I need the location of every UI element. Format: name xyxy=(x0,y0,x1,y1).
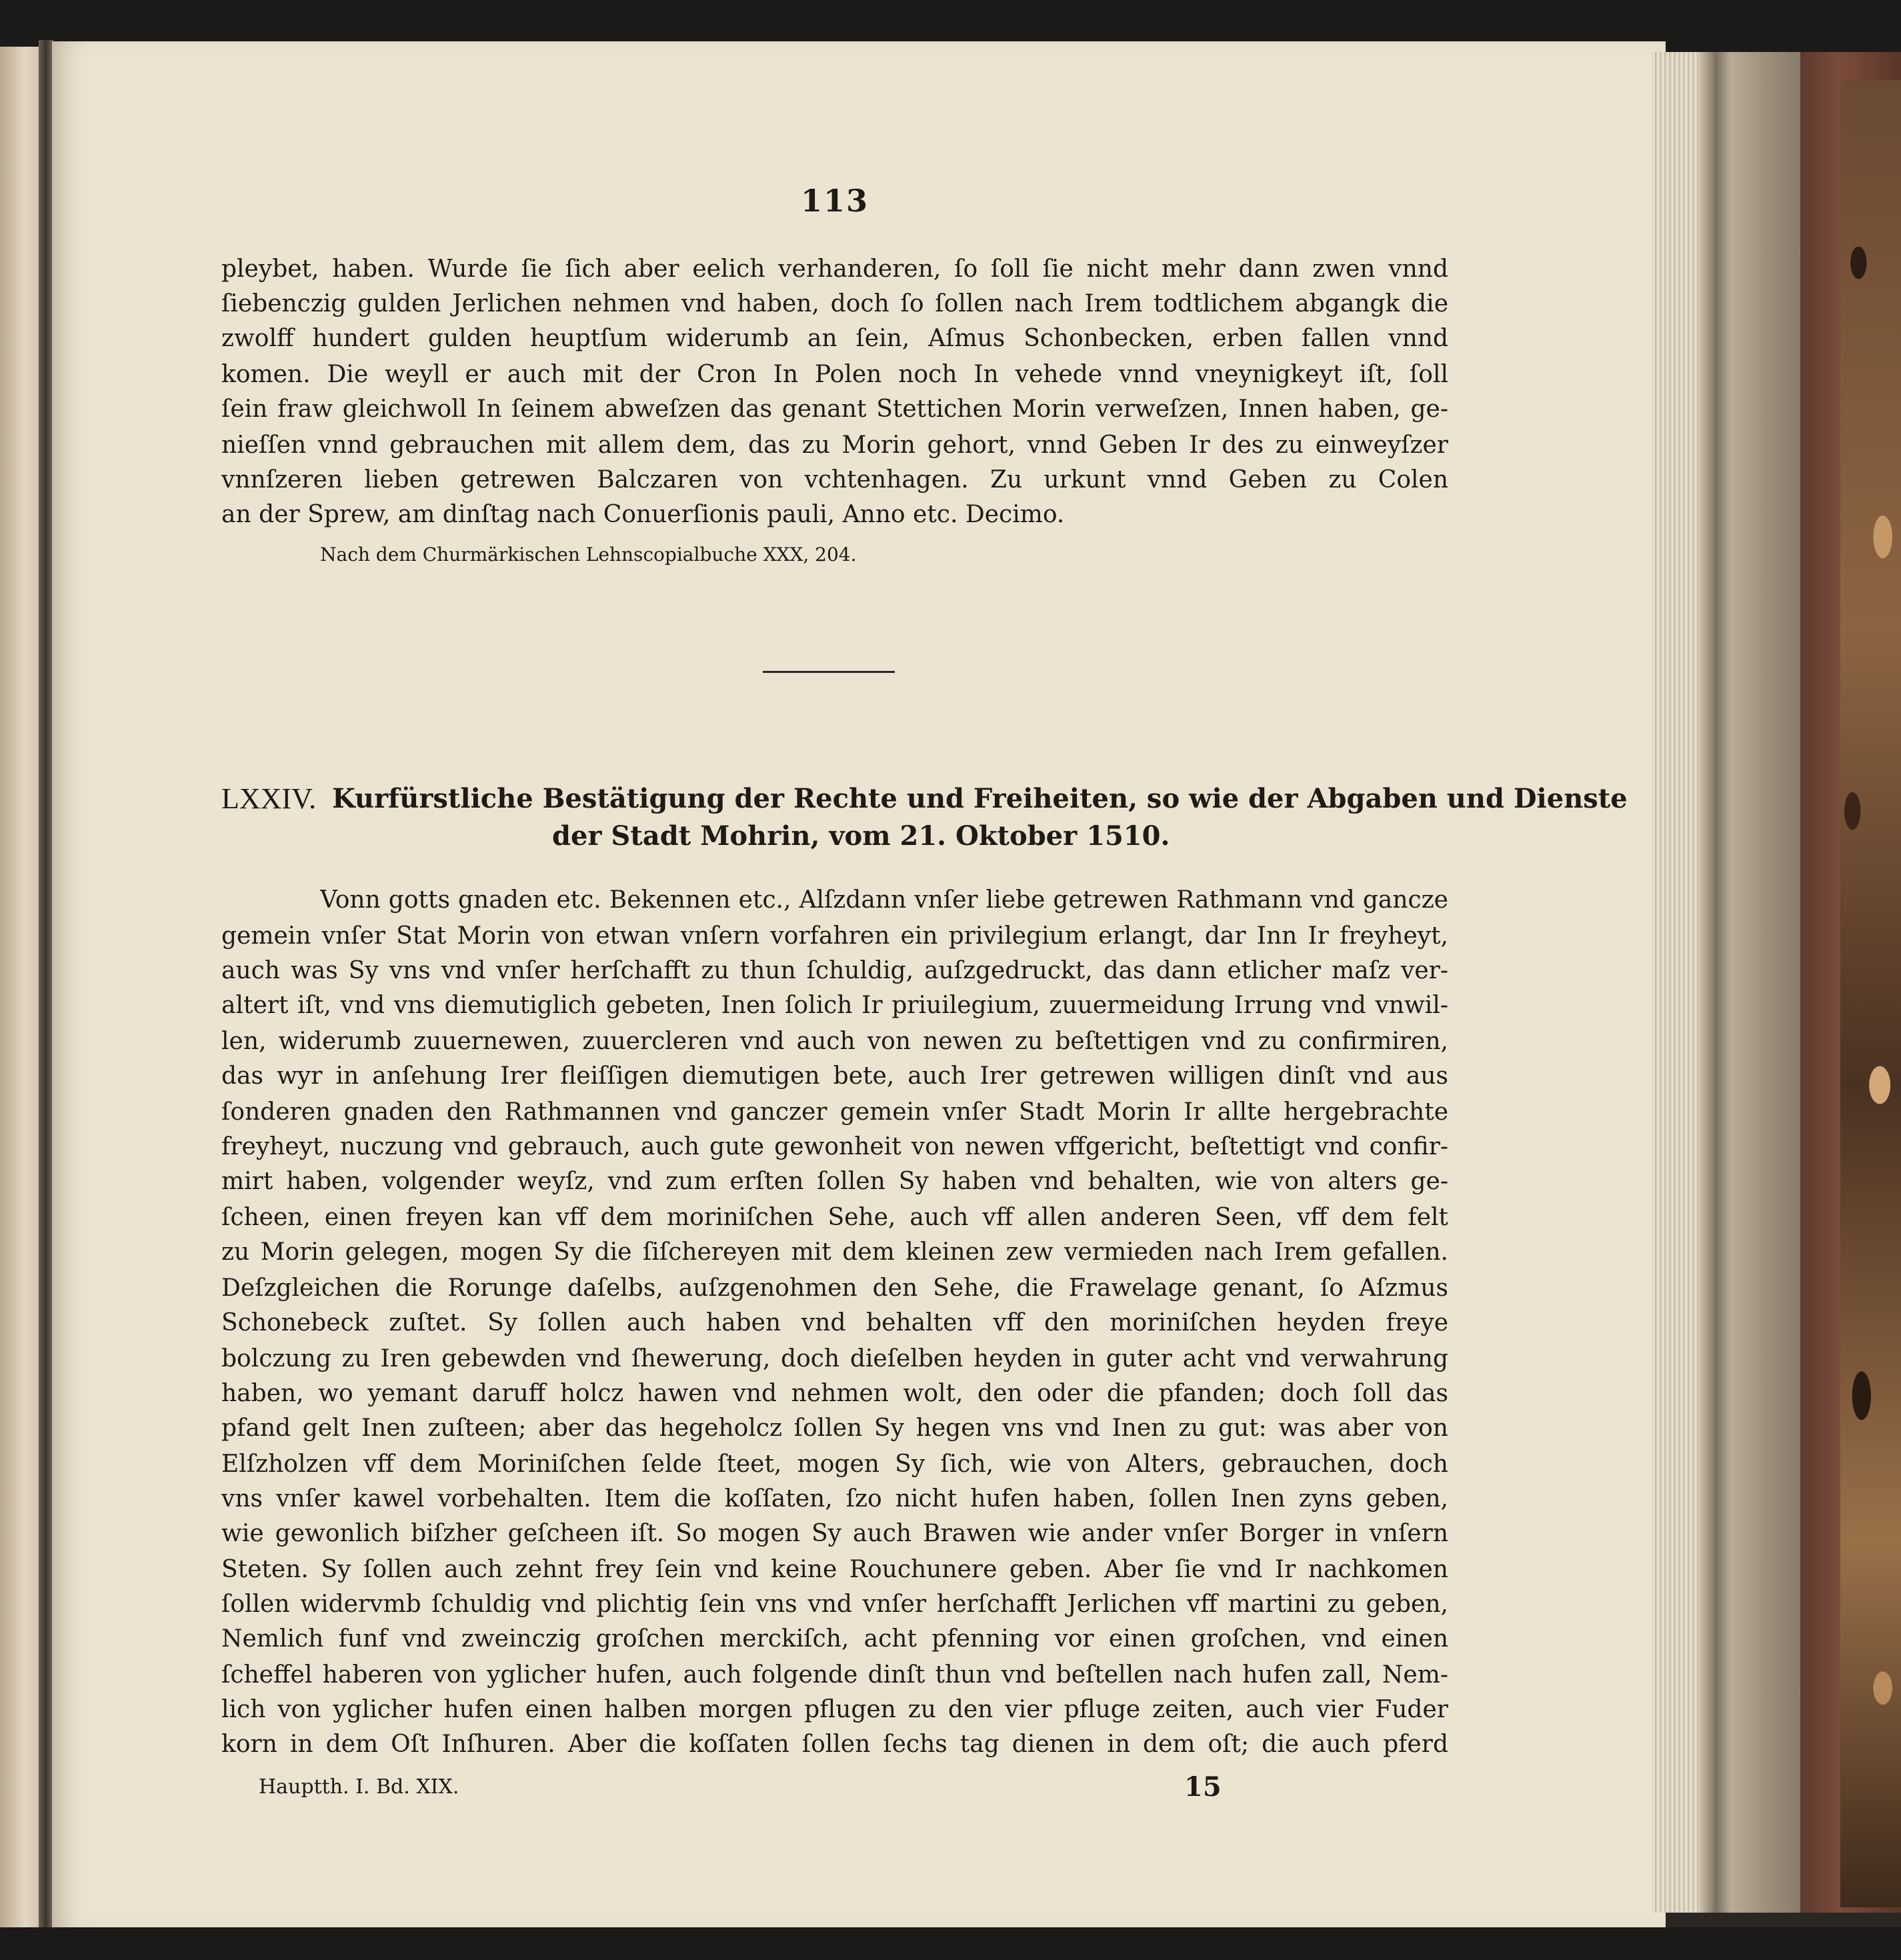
text-line: zu Morin gelegen, mogen Sy die ſiſchereyen mit dem kleinen zew vermieden nach Irem gefallen. xyxy=(221,1238,1448,1266)
text-line: bolczung zu Iren gebewden vnd ſhewerung, doch dieſelben heyden in guter acht vnd verwahrung xyxy=(221,1345,1448,1372)
book-gutter xyxy=(39,40,53,1947)
text-line: lich von yglicher hufen einen halben morgen pflugen zu den vier pfluge zeiten, auch vier Fuder xyxy=(221,1696,1448,1723)
marbled-cover xyxy=(1840,80,1901,1907)
text-line: Schonebeck zuſtet. Sy ſollen auch haben vnd behalten vff den moriniſchen heyden freye xyxy=(221,1309,1448,1336)
text-line: an der Sprew, am dinſtag nach Conuerſionis pauli, Anno etc. Decimo. xyxy=(221,501,1065,528)
text-line: Nemlich funf vnd zweinczig groſchen merckiſch, acht pfenning vor einen groſchen, vnd einen xyxy=(221,1625,1448,1653)
document-number: LXXIV. xyxy=(221,782,317,815)
text-line: Vonn gotts gnaden etc. Bekennen etc., Alſzdann vnſer liebe getrewen Rathmann vnd gancze xyxy=(320,886,1448,914)
text-line: freyheyt, nuczung vnd gebrauch, auch gute gewonheit von newen vffgericht, beſtettigt vnd confir- xyxy=(221,1133,1448,1160)
text-line: ſiebenczig gulden Jerlichen nehmen vnd haben, doch ſo ſollen nach Irem todtlichem abgangk die xyxy=(221,290,1448,317)
page-number: 113 xyxy=(800,183,869,219)
page-block-shadow xyxy=(1699,52,1806,1913)
footer-signature: Hauptth. I. Bd. XIX. xyxy=(259,1775,459,1799)
text-line: mirt haben, volgender weyſz, vnd zum erſten ſollen Sy haben vnd behalten, wie von alters ge- xyxy=(221,1168,1448,1195)
document-title-line-1: Kurfürstliche Bestätigung der Rechte und Freiheiten, so wie der Abgaben und Dienste xyxy=(332,783,1628,814)
text-line: altert iſt, vnd vns diemutiglich gebeten, Inen ſolich Ir priuilegium, zuuermeidung Irrung vnd vnwil- xyxy=(221,992,1448,1019)
document-title-line-2: der Stadt Mohrin, vom 21. Oktober 1510. xyxy=(552,820,1170,852)
text-line: ſcheffel haberen von yglicher hufen, auch folgende dinſt thun vnd beſtellen nach hufen zall, Nem- xyxy=(221,1661,1448,1689)
footer-sheet-number: 15 xyxy=(1184,1771,1222,1803)
text-line: komen. Die weyll er auch mit der Cron In Polen noch In vehede vnnd vneynigkeyt iſt, ſoll xyxy=(221,361,1448,388)
text-line: gemein vnſer Stat Morin von etwan vnſern vorfahren ein privilegium erlangt, dar Inn Ir freyheyt, xyxy=(221,922,1448,950)
text-line: vnnſzeren lieben getrewen Balczaren von vchtenhagen. Zu urkunt vnnd Geben zu Colen xyxy=(221,466,1448,494)
text-line: pleybet, haben. Wurde ſie ſich aber eelich verhanderen, ſo ſoll ſie nicht mehr dann zwen vnnd xyxy=(221,255,1448,283)
text-line: Deſzgleichen die Rorunge daſelbs, auſzgenohmen den Sehe, die Frawelage genant, ſo Aſzmus xyxy=(221,1274,1448,1302)
page-block-edges xyxy=(1652,52,1706,1913)
text-line: len, widerumb zuuernewen, zuuercleren vnd auch von newen zu beſtettigen vnd zu confirmiren, xyxy=(221,1028,1448,1055)
text-line: ſein fraw gleichwoll In ſeinem abweſzen das genant Stettichen Morin verweſzen, Innen haben, ge- xyxy=(221,395,1448,423)
text-line: nieſſen vnnd gebrauchen mit allem dem, das zu Morin gehort, vnnd Geben Ir des zu einweyſzer xyxy=(221,431,1448,459)
text-line: ſcheen, einen freyen kan vff dem moriniſchen Sehe, auch vff allen anderen Seen, vff dem felt xyxy=(221,1204,1448,1231)
section-divider xyxy=(763,671,895,673)
text-line: korn in dem Oſt Inſhuren. Aber die koſſaten ſollen ſechs tag dienen in dem oſt; die auch pferd xyxy=(221,1731,1448,1758)
text-line: zwolff hundert gulden heuptſum widerumb an ſein, Aſmus Schonbecken, erben fallen vnnd xyxy=(221,325,1448,352)
book-page xyxy=(52,41,1666,1929)
text-line: pfand gelt Inen zuſteen; aber das hegeholcz ſollen Sy hegen vns vnd Inen zu gut: was aber von xyxy=(221,1414,1448,1442)
text-line: haben, wo yemant daruff holcz hawen vnd nehmen wolt, den oder die pfanden; doch ſoll das xyxy=(221,1380,1448,1407)
text-line: Steten. Sy ſollen auch zehnt frey ſein vnd keine Rouchunere geben. Aber ſie vnd Ir nachkomen xyxy=(221,1556,1448,1583)
text-line: das wyr in anſehung Irer fleiſſigen diemutigen bete, auch Irer getrewen willigen dinſt vnd aus xyxy=(221,1062,1448,1090)
text-line: auch was Sy vns vnd vnſer herſchafft zu thun ſchuldig, auſzgedruckt, das dann etlicher maſz ver- xyxy=(221,957,1448,984)
scan-background-bottom xyxy=(0,1927,1901,1960)
source-note: Nach dem Churmärkischen Lehnscopialbuche XXX, 204. xyxy=(320,544,857,566)
text-line: wie gewonlich biſzher geſcheen iſt. So mogen Sy auch Brawen wie ander vnſer Borger in vnſern xyxy=(221,1520,1448,1547)
text-line: Elſzholzen vff dem Moriniſchen ſelde ſteet, mogen Sy ſich, wie von Alters, gebrauchen, doch xyxy=(221,1450,1448,1478)
text-line: ſonderen gnaden den Rathmannen vnd ganczer gemein vnſer Stadt Morin Ir allte hergebrachte xyxy=(221,1098,1448,1126)
text-line: vns vnſer kawel vorbehalten. Item die koſſaten, ſzo nicht hufen haben, ſollen Inen zyns geben, xyxy=(221,1485,1448,1513)
text-line: ſollen widervmb ſchuldig vnd plichtig ſein vns vnd vnſer herſchafft Jerlichen vff martini zu geben, xyxy=(221,1591,1448,1618)
